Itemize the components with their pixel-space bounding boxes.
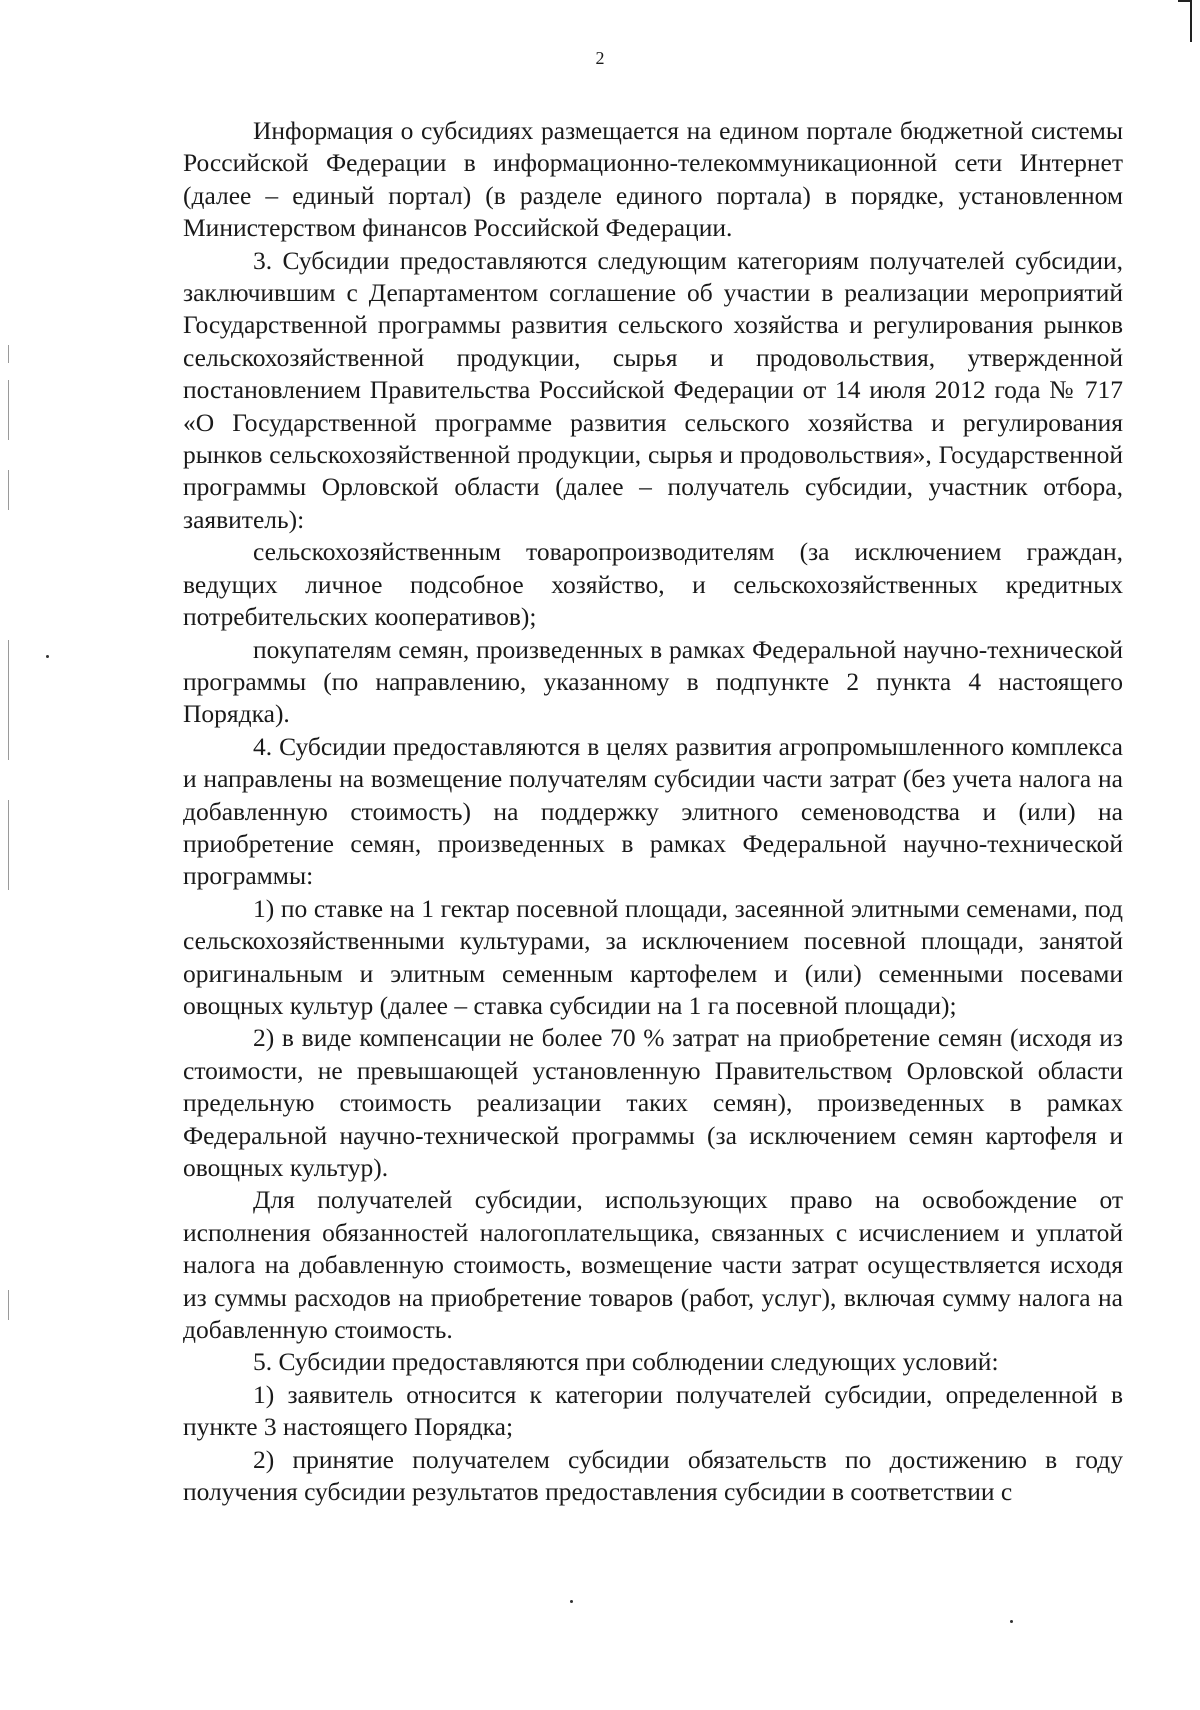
paragraph-item-5-1: 1) заявитель относится к категории получателей субсидии, определенной в пункте 3 настоящего Порядка; xyxy=(183,1379,1123,1442)
scan-dot xyxy=(570,1600,573,1603)
scan-dot xyxy=(46,655,49,658)
paragraph-item-3: 3. Субсидии предоставляются следующим категориям получателей субсидии, заключившим с Департаментом соглашение об участии в реализации мероприятий Государственной программы развития сельского хозяйства и регулирования рынков сельскохозяйственной продукции, сырья и продовольствия, утвержденной постановлением Правительства Российской Федерации от 14 июля 2012 года № 717 «О Государственной программе развития сельского хозяйства и регулирования рынков сельскохозяйственной продукции, сырья и продовольствия», Государственной программы Орловской области (далее – получатель субсидии, участник отбора, заявитель): xyxy=(183,245,1123,534)
scan-speck xyxy=(8,800,9,890)
paragraph-item-5: 5. Субсидии предоставляются при соблюдении следующих условий: xyxy=(253,1347,999,1377)
paragraph-vat-exemption: Для получателей субсидии, использующих право на освобождение от исполнения обязанностей налогоплательщика, связанных с исчислением и уплатой налога на добавленную стоимость, возмещение части затрат осуществляется исходя из суммы расходов на приобретение товаров (работ, услуг), включая сумму налога на добавленную стоимость. xyxy=(183,1185,1123,1345)
paragraph-item-4-2: 2) в виде компенсации не более 70 % затрат на приобретение семян (исходя из стоимости, не превышающей установленную Правительством Орловской области предельную стоимость реализации таких семян), произведенных в рамках Федеральной научно-технической программы (за исключением семян картофеля и овощных культур). xyxy=(183,1023,1123,1182)
paragraph-agricultural-producers: сельскохозяйственным товаропроизводителям (за исключением граждан, ведущих личное подсобное хозяйство, и сельскохозяйственных кредитных потребительских кооперативов); xyxy=(183,537,1123,632)
scan-dot xyxy=(1010,1620,1013,1623)
scan-speck xyxy=(8,345,9,363)
scan-edge-corner xyxy=(1178,0,1192,2)
paragraph-item-5-2: 2) принятие получателем субсидии обязательств по достижению в году получения субсидии результатов предоставления субсидии в соответствии с xyxy=(183,1444,1123,1507)
paragraph-subsidy-info: Информация о субсидиях размещается на едином портале бюджетной системы Российской Федерации в информационно-телекоммуникационной сети Интернет (далее – единый портал) (в разделе единого портала) в порядке, установленном Министерством финансов Российской Федерации. xyxy=(183,116,1123,243)
document-body xyxy=(183,115,1123,1508)
scan-edge-line xyxy=(1190,0,1192,42)
paragraph-item-4-1: 1) по ставке на 1 гектар посевной площади, засеянной элитными семенами, под сельскохозяйственными культурами, за исключением посевной площади, занятой оригинальным и элитным семенным картофелем и (или) семенными посевами овощных культур (далее – ставка субсидии на 1 га посевной площади); xyxy=(183,893,1123,1020)
paragraph-item-4: 4. Субсидии предоставляются в целях развития агропромышленного комплекса и направлены на возмещение получателям субсидии части затрат (без учета налога на добавленную стоимость) на поддержку элитного семеноводства и (или) на приобретение семян, произведенных в рамках Федеральной научно-технической программы: xyxy=(183,731,1123,891)
scan-speck xyxy=(8,640,9,760)
scan-speck xyxy=(8,1290,9,1320)
paragraph-seed-buyers: покупателям семян, произведенных в рамках Федеральной научно-технической программы (по направлению, указанному в подпункте 2 пункта 4 настоящего Порядка). xyxy=(183,634,1123,729)
scan-speck xyxy=(8,470,9,510)
page-number: 2 xyxy=(595,48,605,68)
scan-speck xyxy=(8,380,9,440)
